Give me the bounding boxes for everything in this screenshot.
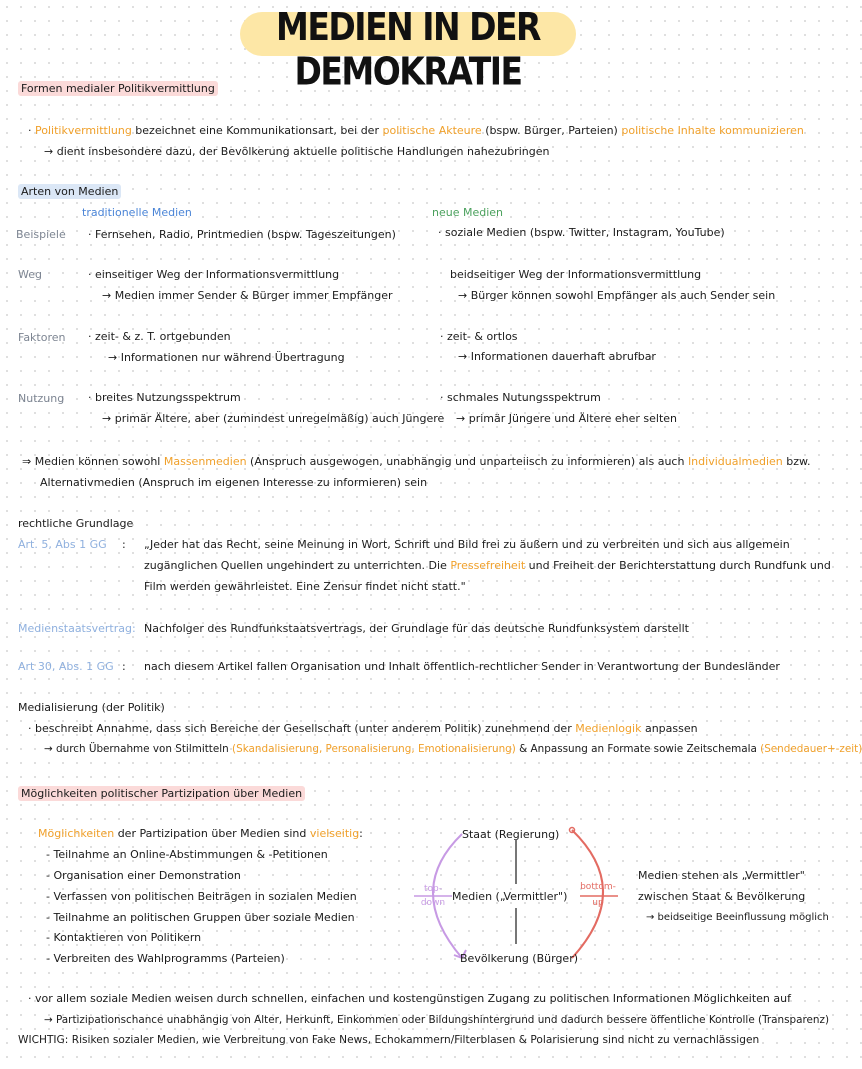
- trad-faktoren-1: · zeit- & z. T. ortgebunden: [88, 330, 231, 343]
- trad-faktoren-2: → Informationen nur während Übertragung: [108, 351, 345, 364]
- partizipation-intro: Möglichkeiten der Partizipation über Medien sind vielseitig:: [38, 827, 363, 840]
- trad-nutzung-2: → primär Ältere, aber (zumindest unregelmäßig) auch Jüngere: [102, 412, 445, 425]
- partizipationschance-note: → Partizipationschance unabhängig von Alter, Herkunft, Einkommen oder Bildungshintergrund und dadurch bessere öffentliche Kontrolle (Transparenz): [44, 1014, 830, 1026]
- trad-beispiele: · Fernsehen, Radio, Printmedien (bspw. Tageszeitungen): [88, 228, 396, 241]
- medialisierung-details: → durch Übernahme von Stilmitteln (Skandalisierung, Personalisierung, Emotionalisierung) & Anpassung an Formate sowie Zeitschemala (Sendedauer+-zeit): [44, 743, 862, 755]
- art5-colon: :: [122, 538, 126, 551]
- column-heading-neu: neue Medien: [432, 206, 504, 219]
- art5-quote-1: „Jeder hat das Recht, seine Meinung in Wort, Schrift und Bild frei zu äußern und zu verbreiten und sich aus allgemein: [144, 538, 790, 551]
- partizipation-item: - Verfassen von politischen Beiträgen in sozialen Medien: [46, 890, 357, 903]
- wichtig-note: WICHTIG: Risiken sozialer Medien, wie Verbreitung von Fake News, Echokammern/Filterblasen & Polarisierung sind nicht zu vernachlässigen: [18, 1034, 760, 1046]
- vermittler-note-2: zwischen Staat & Bevölkerung: [638, 890, 806, 903]
- medien-conclusion-1: ⇒ Medien können sowohl Massenmedien (Anspruch ausgewogen, unabhängig und unparteiisch zu informieren) als auch Individualmedien bzw.: [22, 455, 811, 468]
- partizipation-item: - Kontaktieren von Politikern: [46, 931, 202, 944]
- bottom-up-arrow: [572, 830, 603, 958]
- row-label-weg: Weg: [18, 268, 42, 281]
- politikvermittlung-definition: · Politikvermittlung bezeichnet eine Kommunikationsart, bei der politische Akteure (bspw. Bürger, Parteien) politische Inhalte kommunizieren: [28, 124, 804, 137]
- page-title: MEDIEN IN DER DEMOKRATIE: [276, 4, 540, 94]
- badge-up: up: [592, 898, 604, 908]
- row-label-faktoren: Faktoren: [18, 331, 66, 344]
- section-heading-rechtliche-grundlage: rechtliche Grundlage: [18, 517, 134, 530]
- new-beispiele: · soziale Medien (bspw. Twitter, Instagram, YouTube): [438, 226, 725, 239]
- soziale-medien-note: · vor allem soziale Medien weisen durch schnellen, einfachen und kostengünstigen Zugang zu politischen Informationen Möglichkeiten auf: [28, 992, 791, 1005]
- trad-weg-2: → Medien immer Sender & Bürger immer Empfänger: [102, 289, 393, 302]
- art30-label: Art 30, Abs. 1 GG: [18, 660, 114, 673]
- politikvermittlung-purpose: → dient insbesondere dazu, der Bevölkerung aktuelle politische Handlungen nahezubringen: [44, 145, 550, 158]
- badge-down: down: [420, 898, 446, 908]
- art30-text: nach diesem Artikel fallen Organisation und Inhalt öffentlich-rechtlicher Sender in Verantwortung der Bundesländer: [144, 660, 780, 673]
- medienstaatsvertrag-label: Medienstaatsvertrag:: [18, 622, 136, 635]
- art5-quote-3: Film werden gewährleistet. Eine Zensur findet nicht statt.": [144, 580, 466, 593]
- new-nutzung-2: → primär Jüngere und Ältere eher selten: [456, 412, 677, 425]
- new-weg-1: beidseitiger Weg der Informationsvermittlung: [450, 268, 702, 281]
- partizipation-item: - Verbreiten des Wahlprogramms (Parteien): [46, 952, 285, 965]
- partizipation-item: - Organisation einer Demonstration: [46, 869, 241, 882]
- art5-label: Art. 5, Abs 1 GG: [18, 538, 107, 551]
- new-faktoren-1: · zeit- & ortlos: [440, 330, 518, 343]
- badge-bottom: bottom-: [580, 882, 616, 892]
- vermittler-note-1: Medien stehen als „Vermittler": [638, 869, 805, 882]
- medienstaatsvertrag-text: Nachfolger des Rundfunkstaatsvertrags, der Grundlage für das deutsche Rundfunksystem darstellt: [144, 622, 689, 635]
- trad-nutzung-1: · breites Nutzungsspektrum: [88, 391, 241, 404]
- trad-weg-1: · einseitiger Weg der Informationsvermittlung: [88, 268, 340, 281]
- section-heading-medialisierung: Medialisierung (der Politik): [18, 701, 165, 714]
- vermittler-note-3: → beidseitige Beeinflussung möglich: [646, 912, 829, 923]
- new-weg-2: → Bürger können sowohl Empfänger als auch Sender sein: [458, 289, 776, 302]
- partizipation-item: - Teilnahme an politischen Gruppen über soziale Medien: [46, 911, 355, 924]
- art5-quote-2: zugänglichen Quellen ungehindert zu unterrichten. Die Pressefreiheit und Freiheit der Berichterstattung durch Rundfunk und: [144, 559, 831, 572]
- section-heading-arten: Arten von Medien: [18, 185, 121, 199]
- row-label-nutzung: Nutzung: [18, 392, 65, 405]
- section-heading-partizipation: Möglichkeiten politischer Partizipation über Medien: [18, 787, 305, 801]
- diagram-bevoelkerung: Bevölkerung (Bürger): [460, 952, 579, 965]
- section-heading-politikvermittlung: Formen medialer Politikvermittlung: [18, 82, 218, 96]
- new-faktoren-2: → Informationen dauerhaft abrufbar: [458, 350, 656, 363]
- medien-conclusion-2: Alternativmedien (Anspruch im eigenen Interesse zu informieren) sein: [40, 476, 428, 489]
- diagram-medien: Medien („Vermittler"): [452, 890, 568, 903]
- new-nutzung-1: · schmales Nutungsspektrum: [440, 391, 601, 404]
- column-heading-traditionell: traditionelle Medien: [82, 206, 192, 219]
- partizipation-item: - Teilnahme an Online-Abstimmungen & -Petitionen: [46, 848, 328, 861]
- diagram-staat: Staat (Regierung): [462, 828, 560, 841]
- art30-colon: :: [122, 660, 126, 673]
- medialisierung-definition: · beschreibt Annahme, dass sich Bereiche der Gesellschaft (unter anderem Politik) zunehmend der Medienlogik anpassen: [28, 722, 698, 735]
- row-label-beispiele: Beispiele: [16, 228, 66, 241]
- badge-top: top-: [424, 884, 442, 894]
